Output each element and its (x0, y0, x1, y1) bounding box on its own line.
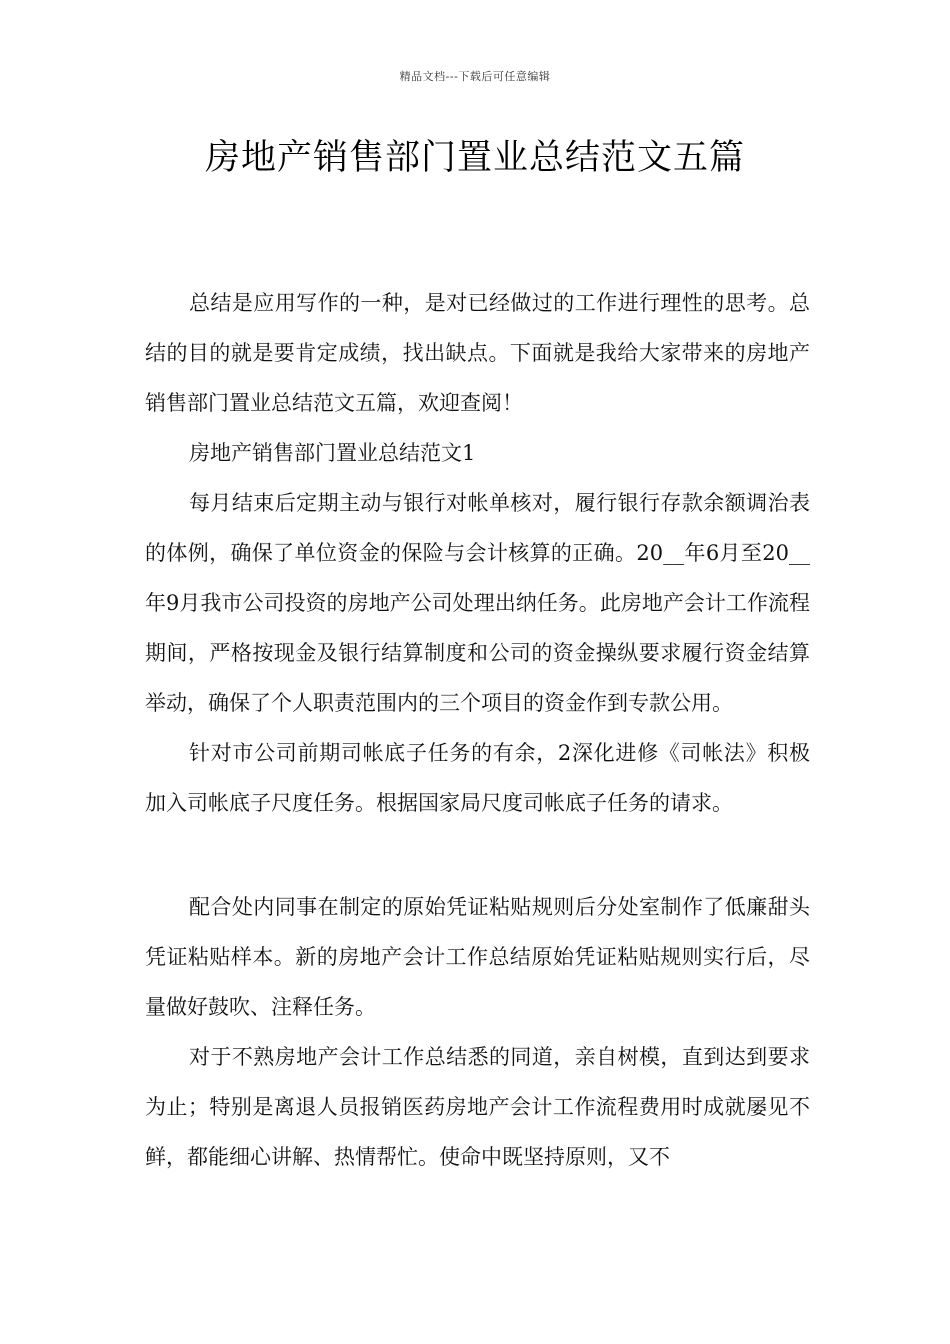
paragraph-intro: 总结是应用写作的一种，是对已经做过的工作进行理性的思考。总结的目的就是要肯定成绩，找出缺点。下面就是我给大家带来的房地产销售部门置业总结范文五篇，欢迎查阅！ (145, 291, 810, 415)
section-heading-1: 房地产销售部门置业总结范文1 (189, 441, 476, 465)
paragraph-bank-reconciliation: 每月结束后定期主动与银行对帐单核对，履行银行存款余额调治表的体例，确保了单位资金的保险与会计核算的正确。20__年6月至20__年9月我市公司投资的房地产公司处理出纳任务。此房地产会计工作流程期间，严格按现金及银行结算制度和公司的资金操纵要求履行资金结算举动，确保了个人职责范围内的三个项目的资金作到专款公用。 (145, 491, 810, 715)
header-note: 精品文档---下载后可任意编辑 (399, 70, 551, 83)
paragraph-accounting-law: 针对市公司前期司帐底子任务的有余，2深化进修《司帐法》积极加入司帐底子尺度任务。根据国家局尺度司帐底子任务的请求。 (145, 741, 810, 815)
paragraph-guidance: 对于不熟房地产会计工作总结悉的同道，亲自树模，直到达到要求为止；特别是离退人员报销医药房地产会计工作流程费用时成就屡见不鲜，都能细心讲解、热情帮忙。使命中既坚持原则，又不 (145, 1045, 810, 1169)
document-body (145, 278, 810, 1182)
document-title: 房地产销售部门置业总结范文五篇 (204, 138, 745, 178)
paragraph-spacer (145, 828, 810, 882)
paragraph-voucher-rules: 配合处内同事在制定的原始凭证粘贴规则后分处室制作了低廉甜头凭证粘贴样本。新的房地产会计工作总结原始凭证粘贴规则实行后，尽量做好鼓吹、注释任务。 (145, 895, 810, 1019)
